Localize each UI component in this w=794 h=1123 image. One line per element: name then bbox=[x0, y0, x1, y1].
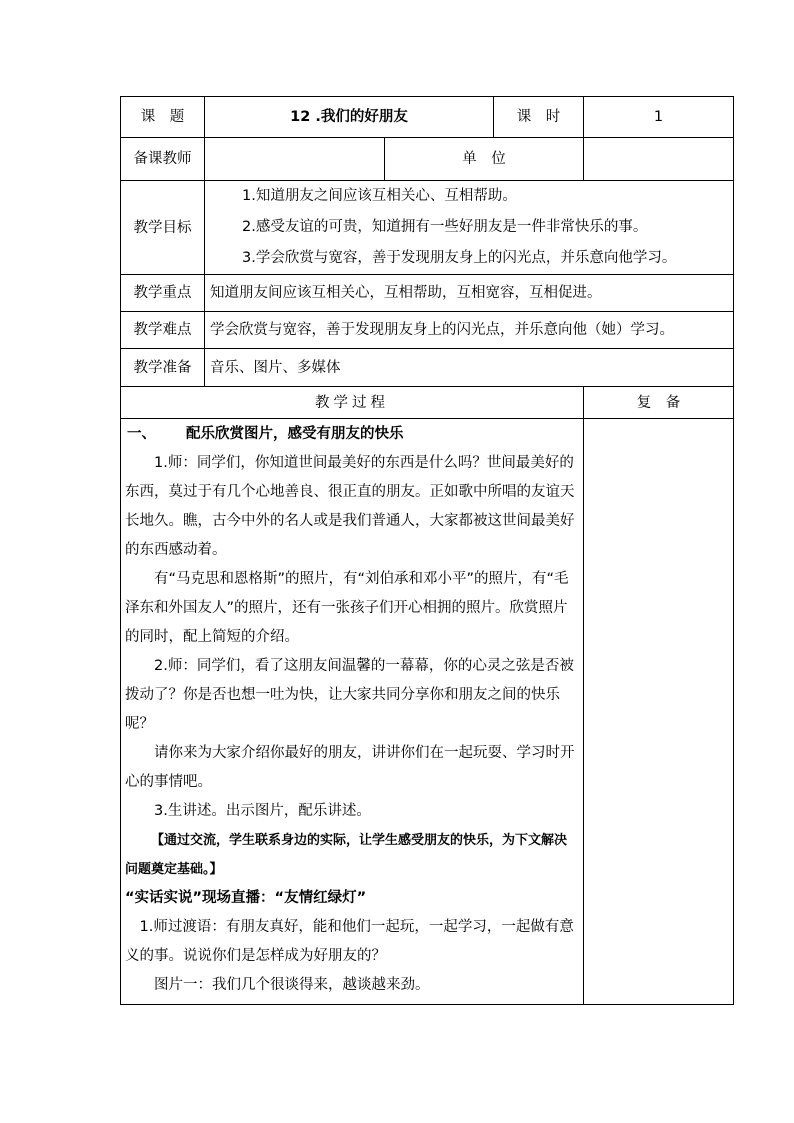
row-preparation bbox=[121, 349, 734, 387]
section-title: 配乐欣赏图片，感受有朋友的快乐 bbox=[186, 426, 404, 442]
difficulties-value: 学会欣赏与宽容，善于发现朋友身上的闪光点，并乐意向他（她）学习。 bbox=[205, 312, 734, 349]
goals-list bbox=[205, 181, 734, 275]
topic-value: 12 .我们的好朋友 bbox=[205, 97, 494, 138]
row-goals bbox=[121, 181, 734, 275]
row-key-points bbox=[121, 275, 734, 312]
topic-label: 课 题 bbox=[121, 97, 205, 138]
unit-value bbox=[584, 138, 734, 181]
process-content bbox=[121, 419, 584, 1005]
key-points-value: 知道朋友间应该互相关心，互相帮助，互相宽容，互相促进。 bbox=[205, 275, 734, 312]
goal-item: 2.感受友谊的可贵，知道拥有一些好朋友是一件非常快乐的事。 bbox=[242, 219, 648, 235]
period-label: 课 时 bbox=[494, 97, 584, 138]
lesson-plan-table bbox=[120, 96, 734, 1005]
review-content bbox=[584, 419, 734, 1005]
paragraph: 1.师过渡语：有朋友真好，能和他们一起玩，一起学习，一起做有意义的事。说说你们是怎样成为好朋友的？ bbox=[125, 919, 574, 964]
difficulties-label: 教学难点 bbox=[121, 312, 205, 349]
section-title: “实话实说”现场直播：“友情红绿灯” bbox=[125, 890, 367, 906]
review-label: 复 备 bbox=[584, 387, 734, 419]
period-value: 1 bbox=[584, 97, 734, 138]
key-points-label: 教学重点 bbox=[121, 275, 205, 312]
goals-label: 教学目标 bbox=[121, 181, 205, 275]
row-teacher bbox=[121, 138, 734, 181]
teacher-value bbox=[205, 138, 385, 181]
teaching-note: 【通过交流，学生联系身边的实际，让学生感受朋友的快乐，为下文解决问题奠定基础。】 bbox=[125, 833, 568, 877]
teacher-label: 备课教师 bbox=[121, 138, 205, 181]
row-process-body bbox=[121, 419, 734, 1005]
paragraph: 请你来为大家介绍你最好的朋友，讲讲你们在一起玩耍、学习时开心的事情吧。 bbox=[125, 745, 575, 790]
paragraph: 2.师：同学们，看了这朋友间温馨的一幕幕，你的心灵之弦是否被拨动了？你是否也想一吐为快，让大家共同分享你和朋友之间的快乐呢？ bbox=[125, 658, 574, 732]
goal-item: 1.知道朋友之间应该互相关心、互相帮助。 bbox=[242, 188, 517, 204]
unit-label: 单 位 bbox=[385, 138, 584, 181]
section-number: 一、 bbox=[127, 426, 156, 442]
preparation-label: 教学准备 bbox=[121, 349, 205, 387]
paragraph: 1.师：同学们，你知道世间最美好的东西是什么吗？世间最美好的东西，莫过于有几个心地善良、很正直的朋友。正如歌中所唱的友谊天长地久。瞧，古今中外的名人或是我们普通人，大家都被这世间最美好的东西感动着。 bbox=[125, 455, 575, 558]
row-difficulties bbox=[121, 312, 734, 349]
process-label: 教学过程 bbox=[121, 387, 584, 419]
paragraph: 有“马克思和恩格斯”的照片，有“刘伯承和邓小平”的照片，有“毛泽东和外国友人”的照片，还有一张孩子们开心相拥的照片。欣赏照片的同时，配上简短的介绍。 bbox=[125, 571, 569, 645]
paragraph: 3.生讲述。出示图片，配乐讲述。 bbox=[154, 803, 371, 819]
preparation-value: 音乐、图片、多媒体 bbox=[205, 349, 734, 387]
row-process-header bbox=[121, 387, 734, 419]
goal-item: 3.学会欣赏与宽容，善于发现朋友身上的闪光点，并乐意向他学习。 bbox=[242, 250, 677, 266]
row-topic bbox=[121, 97, 734, 138]
paragraph: 图片一：我们几个很谈得来，越谈越来劲。 bbox=[154, 977, 430, 993]
